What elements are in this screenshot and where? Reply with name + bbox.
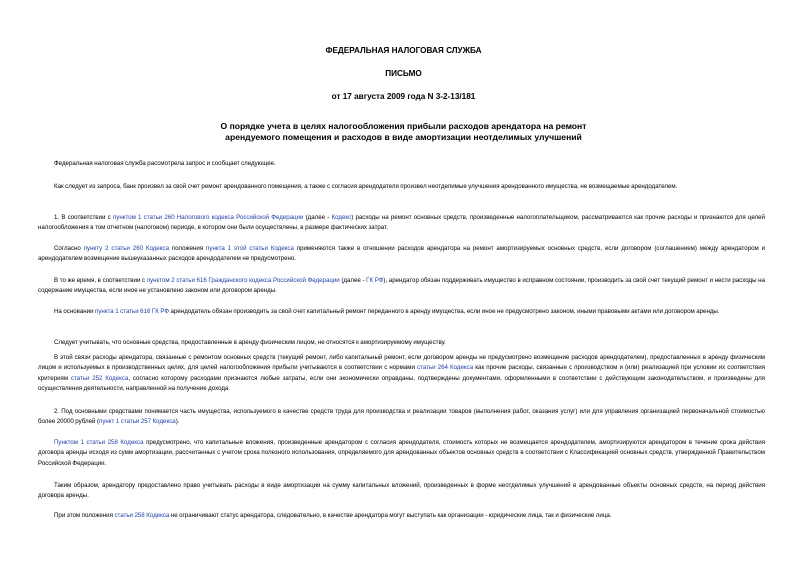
paragraph-1 <box>38 213 765 234</box>
link-kodeks[interactable]: Кодекс <box>331 214 352 221</box>
document-title-line-1: О порядке учета в целях налогообложения прибыли расходов арендатора на ремонт <box>220 121 587 131</box>
paragraph-text: арендодатель обязан производить за свой счет капитальный ремонт переданного в аренду имущества, если иное не предусмотрено законом, иными правовыми актами или договором аренды. <box>169 308 720 315</box>
paragraph-text: не ограничивают статус арендатора, следовательно, в качестве арендатора могут выступать как организации - юридические лица, так и физические лица. <box>169 512 612 519</box>
paragraph-4 <box>38 307 765 317</box>
paragraph-intro: Федеральная налоговая служба рассмотрела запрос и сообщает следующее. <box>54 160 276 167</box>
document-type-heading: ПИСЬМО <box>385 69 422 78</box>
link-art264[interactable]: статьи 264 Кодекса <box>417 364 474 372</box>
paragraph-text: 2. Под основными средствами понимается часть имущества, используемого в качестве средств труда для производства и реализации товаров (выполнения работ, оказания услуг) или для управления организацией первоначальной стоимостью более 20000 рублей ( <box>38 408 765 426</box>
link-art260-p1[interactable]: пункта 1 этой статьи Кодекса <box>206 245 294 252</box>
paragraph-text: применяются также в отношении расходов арендатора на ремонт амортизируемых основных средств, если договором (соглашением) между арендатором и арендодателем возмещение вышеуказанных расходов арендодателем не предусмотрено. <box>38 245 766 263</box>
paragraph-text: 1. В соответствии с <box>54 214 113 221</box>
paragraph-text: В то же время, в соответствии с <box>54 277 147 284</box>
link-art616-p2-gk[interactable]: пунктом 2 статьи 616 Гражданского кодекса Российской Федерации <box>146 277 340 284</box>
paragraph-text: При этом положения <box>54 512 115 519</box>
paragraph-8 <box>38 438 765 469</box>
paragraph-2 <box>38 244 765 265</box>
paragraph-text: предусмотрено, что капитальные вложения, произведенные арендатором с согласия арендодателя, стоимость которых не возмещается арендодателем, амортизируются арендатором в течение срока действия договора аренды исходя из сумм амортизации, рассчитанных с учетом срока полезного использования, определяемого для арендованных объектов основных средств в соответствии с Классификацией основных средств, утвержденной Правительством Российской Федерации. <box>38 439 765 467</box>
paragraph-9: Таким образом, арендатору предоставлено право учитывать расходы в виде амортизации на сумму капитальных вложений, произведенных в форме неотделимых улучшений в арендованные объекты основных средств, на период действия договора аренды. <box>38 482 765 500</box>
paragraph-text: (далее - <box>303 214 332 221</box>
paragraph-text: На основании <box>54 308 96 315</box>
paragraph-text: ). <box>175 418 180 426</box>
paragraph-text: Согласно <box>54 245 84 252</box>
paragraph-3 <box>38 276 765 297</box>
paragraph-text: , согласно которому расходами признаются любые затраты, если они экономически оправданы, подтверждены документами, оформленными в соответствии с действующим законодательством, и произведены для осуществления деятельности, направленной на получение дохода. <box>38 374 765 393</box>
paragraph-text: как прочие расходы, связанные с производством и (или) реализацией при условии их соответствия критериям <box>38 364 765 382</box>
link-art260-p2[interactable]: пункту 2 статьи 260 Кодекса <box>83 245 170 252</box>
paragraph-text: В этой связи расходы арендатора, связанные с ремонтом основных средств (текущий ремонт, либо капитальный ремонт, если договором аренды не предусмотрено возмещение расходов арендодателем), предоставленных в аренду физическим лицом и используемых в производственных целях, для целей налогообложения прибыли учитываются в соответствии с нормами <box>38 354 765 372</box>
paragraph-5: Следует учитывать, что основные средства, предоставленные в аренду физическим лицом, не относятся к амортизируемому имуществу. <box>54 339 446 346</box>
paragraph-text: ) расходы на ремонт основных средств, произведенные налогоплательщиком, рассматриваются как прочие расходы и признаются для целей налогообложения в том отчетном (налоговом) периоде, в котором они были осуществлены, в размере фактических затрат. <box>38 214 765 232</box>
paragraph-request: Как следует из запроса, банк произвел за свой счет ремонт арендованного помещения, а также с согласия арендодателя произвел неотделимые улучшения арендованного имущества, не возмещаемые арендодателем. <box>54 183 678 190</box>
link-gk-rf[interactable]: ГК РФ <box>366 277 384 284</box>
link-art260-p1-nk[interactable]: пунктом 1 статьи 260 Налогового кодекса Российской Федерации <box>112 214 304 221</box>
paragraph-text: (далее - <box>339 277 367 284</box>
agency-heading: ФЕДЕРАЛЬНАЯ НАЛОГОВАЯ СЛУЖБА <box>325 46 482 55</box>
document-date-line: от 17 августа 2009 года N 3-2-13/181 <box>331 92 476 101</box>
link-art258[interactable]: статьи 258 Кодекса <box>114 512 170 519</box>
document-title-line-2: арендуемого помещения и расходов в виде амортизации неотделимых улучшений <box>225 132 582 142</box>
paragraph-10 <box>38 511 765 521</box>
paragraph-6 <box>38 353 765 395</box>
link-art252[interactable]: статьи 252 Кодекса <box>70 374 129 382</box>
paragraph-text: положения <box>169 245 207 252</box>
paragraph-7 <box>38 407 765 428</box>
paragraph-text: ), арендатор обязан поддерживать имущество в исправном состоянии, производить за свой счет текущий ремонт и нести расходы на содержание имущества, если иное не установлено законом или договором аренды. <box>38 277 765 295</box>
link-art258-p1[interactable]: Пунктом 1 статьи 258 Кодекса <box>54 439 144 446</box>
link-art616-p1-gk[interactable]: пункта 1 статьи 616 ГК РФ <box>95 308 170 315</box>
link-art257-p1[interactable]: пункт 1 статьи 257 Кодекса <box>99 418 176 426</box>
